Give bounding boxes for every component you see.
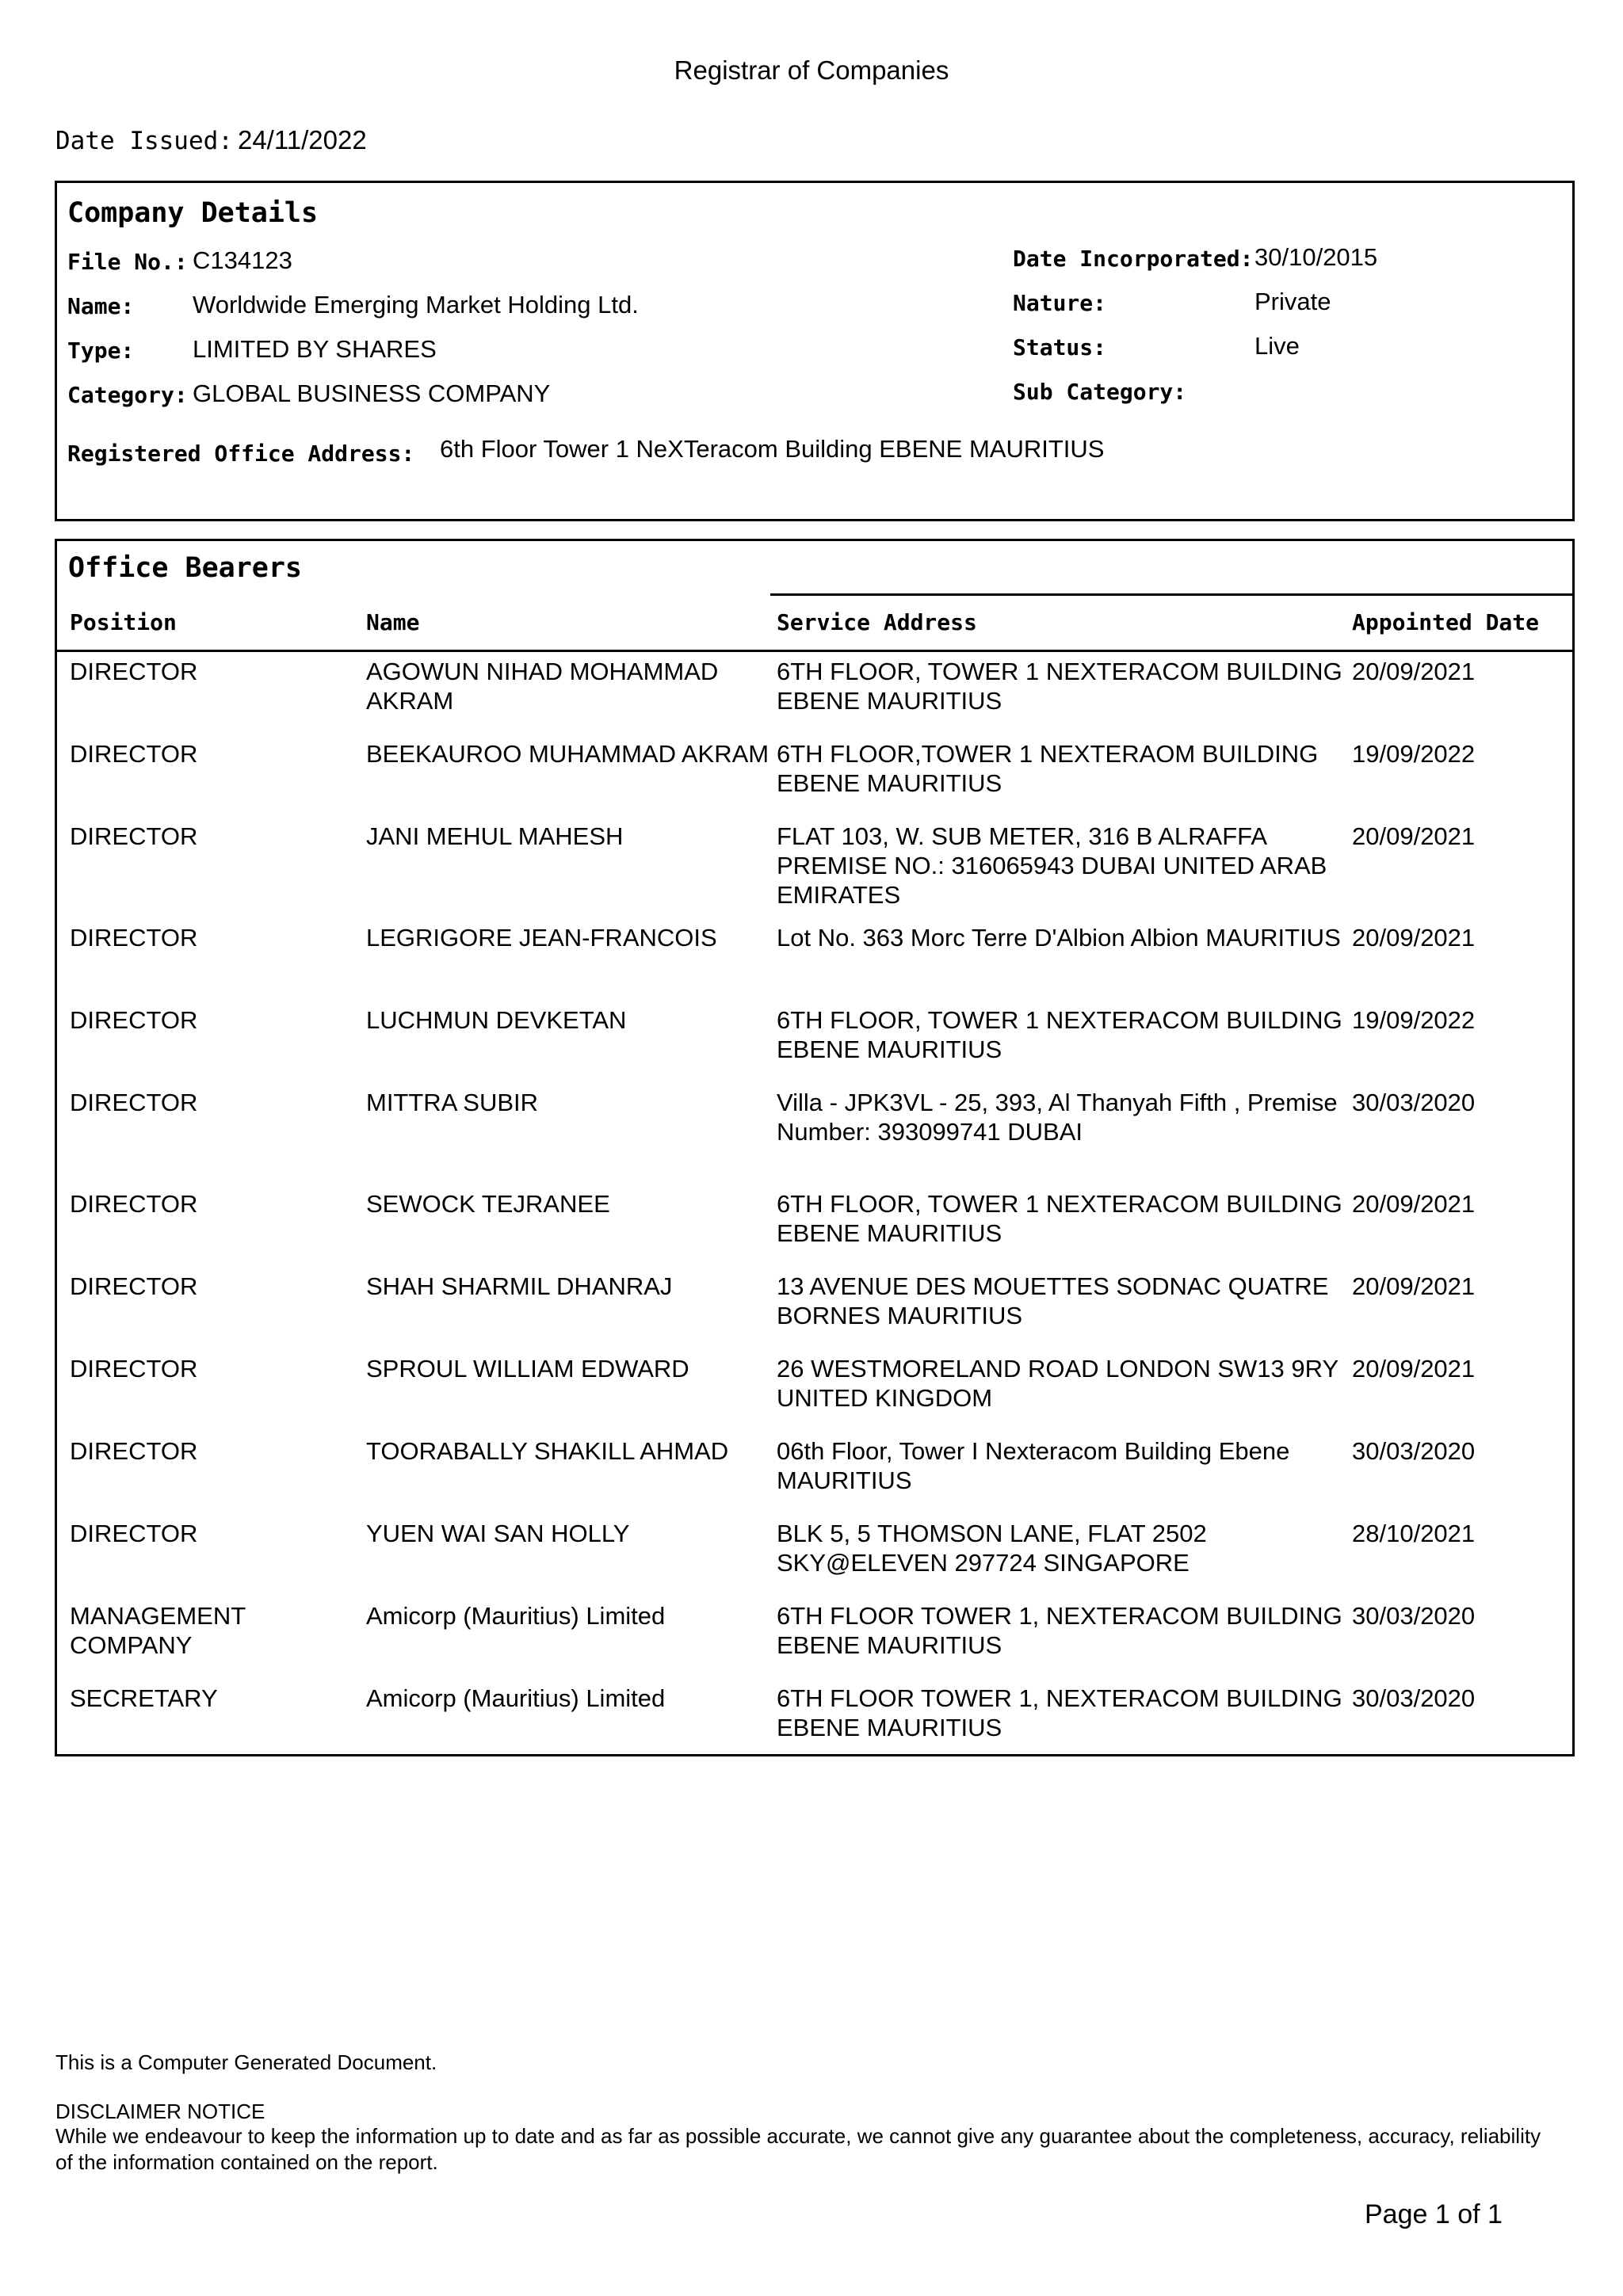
table-row bbox=[57, 1519, 1572, 1601]
col-header-appointed-date: Appointed Date bbox=[1352, 609, 1540, 635]
row-service-address: 6TH FLOOR, TOWER 1 NEXTERACOM BUILDING EBENE MAURITIUS bbox=[777, 1190, 1342, 1247]
row-name: LUCHMUN DEVKETAN bbox=[366, 1006, 627, 1034]
row-service-address: 26 WESTMORELAND ROAD LONDON SW13 9RY UNITED KINGDOM bbox=[777, 1355, 1338, 1412]
sub-category-label: Sub Category: bbox=[1013, 379, 1187, 405]
office-bearers-section bbox=[55, 539, 1575, 1756]
row-service-address: 06th Floor, Tower I Nexteracom Building Ebene MAURITIUS bbox=[777, 1437, 1290, 1494]
row-appointed-date: 20/09/2021 bbox=[1352, 924, 1476, 952]
row-name: YUEN WAI SAN HOLLY bbox=[366, 1520, 630, 1547]
row-name: JANI MEHUL MAHESH bbox=[366, 822, 624, 850]
date-issued-label: Date Issued: bbox=[55, 127, 233, 155]
row-name: TOORABALLY SHAKILL AHMAD bbox=[366, 1437, 729, 1465]
table-header-bottom-rule bbox=[57, 650, 1572, 652]
date-incorporated-value: 30/10/2015 bbox=[1254, 243, 1378, 271]
row-service-address: 6TH FLOOR,TOWER 1 NEXTERAOM BUILDING EBENE MAURITIUS bbox=[777, 740, 1319, 797]
row-position: DIRECTOR bbox=[70, 1355, 198, 1383]
row-position: DIRECTOR bbox=[70, 1437, 198, 1465]
name-label: Name: bbox=[67, 293, 135, 319]
row-position: DIRECTOR bbox=[70, 1006, 198, 1034]
row-appointed-date: 20/09/2021 bbox=[1352, 658, 1476, 685]
table-row bbox=[57, 1272, 1572, 1354]
name-value: Worldwide Emerging Market Holding Ltd. bbox=[193, 291, 639, 318]
office-bearers-title: Office Bearers bbox=[68, 552, 303, 584]
table-row bbox=[57, 1436, 1572, 1519]
row-service-address: BLK 5, 5 THOMSON LANE, FLAT 2502 SKY@ELEVEN 297724 SINGAPORE bbox=[777, 1520, 1207, 1577]
row-position: SECRETARY bbox=[70, 1684, 218, 1712]
table-row bbox=[57, 1005, 1572, 1088]
row-appointed-date: 20/09/2021 bbox=[1352, 1355, 1476, 1383]
row-appointed-date: 20/09/2021 bbox=[1352, 1190, 1476, 1218]
row-name: SEWOCK TEJRANEE bbox=[366, 1190, 610, 1218]
status-value: Live bbox=[1254, 332, 1300, 360]
row-name: MITTRA SUBIR bbox=[366, 1089, 539, 1116]
row-position: DIRECTOR bbox=[70, 1089, 198, 1116]
status-label: Status: bbox=[1013, 334, 1107, 360]
computer-generated-note: This is a Computer Generated Document. bbox=[55, 2050, 437, 2074]
row-service-address: 13 AVENUE DES MOUETTES SODNAC QUATRE BORNES MAURITIUS bbox=[777, 1272, 1329, 1329]
row-position: DIRECTOR bbox=[70, 658, 198, 685]
row-name: SPROUL WILLIAM EDWARD bbox=[366, 1355, 689, 1383]
date-incorporated-label: Date Incorporated: bbox=[1013, 246, 1254, 272]
row-position: DIRECTOR bbox=[70, 822, 198, 850]
row-service-address: 6TH FLOOR TOWER 1, NEXTERACOM BUILDING EBENE MAURITIUS bbox=[777, 1684, 1342, 1741]
table-row bbox=[57, 1684, 1572, 1766]
col-header-position: Position bbox=[70, 609, 177, 635]
row-position: MANAGEMENT COMPANY bbox=[70, 1602, 246, 1659]
table-row bbox=[57, 1354, 1572, 1436]
col-header-name: Name bbox=[366, 609, 420, 635]
row-appointed-date: 30/03/2020 bbox=[1352, 1684, 1476, 1712]
registered-office-label: Registered Office Address: bbox=[67, 441, 415, 467]
row-service-address: 6TH FLOOR, TOWER 1 NEXTERACOM BUILDING EBENE MAURITIUS bbox=[777, 658, 1342, 715]
row-service-address: FLAT 103, W. SUB METER, 316 B ALRAFFA PREMISE NO.: 316065943 DUBAI UNITED ARAB EMIRATES bbox=[777, 822, 1327, 909]
row-name: SHAH SHARMIL DHANRAJ bbox=[366, 1272, 673, 1300]
row-appointed-date: 19/09/2022 bbox=[1352, 740, 1476, 768]
row-service-address: Villa - JPK3VL - 25, 393, Al Thanyah Fifth , Premise Number: 393099741 DUBAI bbox=[777, 1089, 1338, 1146]
page-number: Page 1 of 1 bbox=[1365, 2199, 1503, 2229]
row-position: DIRECTOR bbox=[70, 924, 198, 952]
row-service-address: 6TH FLOOR, TOWER 1 NEXTERACOM BUILDING EBENE MAURITIUS bbox=[777, 1006, 1342, 1063]
category-value: GLOBAL BUSINESS COMPANY bbox=[193, 379, 551, 407]
row-name: LEGRIGORE JEAN-FRANCOIS bbox=[366, 924, 717, 952]
row-name: AGOWUN NIHAD MOHAMMAD AKRAM bbox=[366, 658, 719, 715]
file-no-value: C134123 bbox=[193, 246, 292, 274]
type-value: LIMITED BY SHARES bbox=[193, 335, 437, 363]
table-header-top-rule bbox=[770, 593, 1572, 596]
table-row bbox=[57, 1088, 1572, 1170]
row-name: Amicorp (Mauritius) Limited bbox=[366, 1684, 666, 1712]
row-appointed-date: 28/10/2021 bbox=[1352, 1520, 1476, 1547]
page-title: Registrar of Companies bbox=[674, 55, 949, 85]
table-row bbox=[57, 923, 1572, 1005]
row-appointed-date: 30/03/2020 bbox=[1352, 1437, 1476, 1465]
date-issued bbox=[55, 125, 367, 155]
nature-value: Private bbox=[1254, 288, 1331, 315]
row-position: DIRECTOR bbox=[70, 1190, 198, 1218]
category-label: Category: bbox=[67, 382, 188, 408]
date-issued-value: 24/11/2022 bbox=[237, 125, 367, 154]
disclaimer-title: DISCLAIMER NOTICE bbox=[55, 2100, 265, 2123]
row-appointed-date: 30/03/2020 bbox=[1352, 1089, 1476, 1116]
table-row bbox=[57, 739, 1572, 822]
row-appointed-date: 30/03/2020 bbox=[1352, 1602, 1476, 1630]
registered-office-value: 6th Floor Tower 1 NeXTeracom Building EBENE MAURITIUS bbox=[440, 435, 1105, 463]
type-label: Type: bbox=[67, 338, 135, 364]
row-position: DIRECTOR bbox=[70, 1520, 198, 1547]
row-position: DIRECTOR bbox=[70, 1272, 198, 1300]
table-row bbox=[57, 1189, 1572, 1272]
row-appointed-date: 20/09/2021 bbox=[1352, 1272, 1476, 1300]
row-appointed-date: 20/09/2021 bbox=[1352, 822, 1476, 850]
row-appointed-date: 19/09/2022 bbox=[1352, 1006, 1476, 1034]
company-details-title: Company Details bbox=[67, 197, 319, 229]
row-position: DIRECTOR bbox=[70, 740, 198, 768]
table-row bbox=[57, 657, 1572, 739]
nature-label: Nature: bbox=[1013, 290, 1107, 316]
row-service-address: Lot No. 363 Morc Terre D'Albion Albion MAURITIUS bbox=[777, 924, 1341, 952]
row-name: BEEKAUROO MUHAMMAD AKRAM bbox=[366, 740, 769, 768]
row-name: Amicorp (Mauritius) Limited bbox=[366, 1602, 666, 1630]
file-no-label: File No.: bbox=[67, 249, 188, 275]
row-service-address: 6TH FLOOR TOWER 1, NEXTERACOM BUILDING EBENE MAURITIUS bbox=[777, 1602, 1342, 1659]
col-header-service-address: Service Address bbox=[777, 609, 977, 635]
disclaimer-text: While we endeavour to keep the information up to date and as far as possible accurate, we cannot give any guarantee about the completeness, accuracy, reliability of the information contained on the report. bbox=[55, 2124, 1541, 2174]
table-row bbox=[57, 822, 1572, 909]
table-row bbox=[57, 1601, 1572, 1684]
company-details-section bbox=[55, 181, 1575, 521]
